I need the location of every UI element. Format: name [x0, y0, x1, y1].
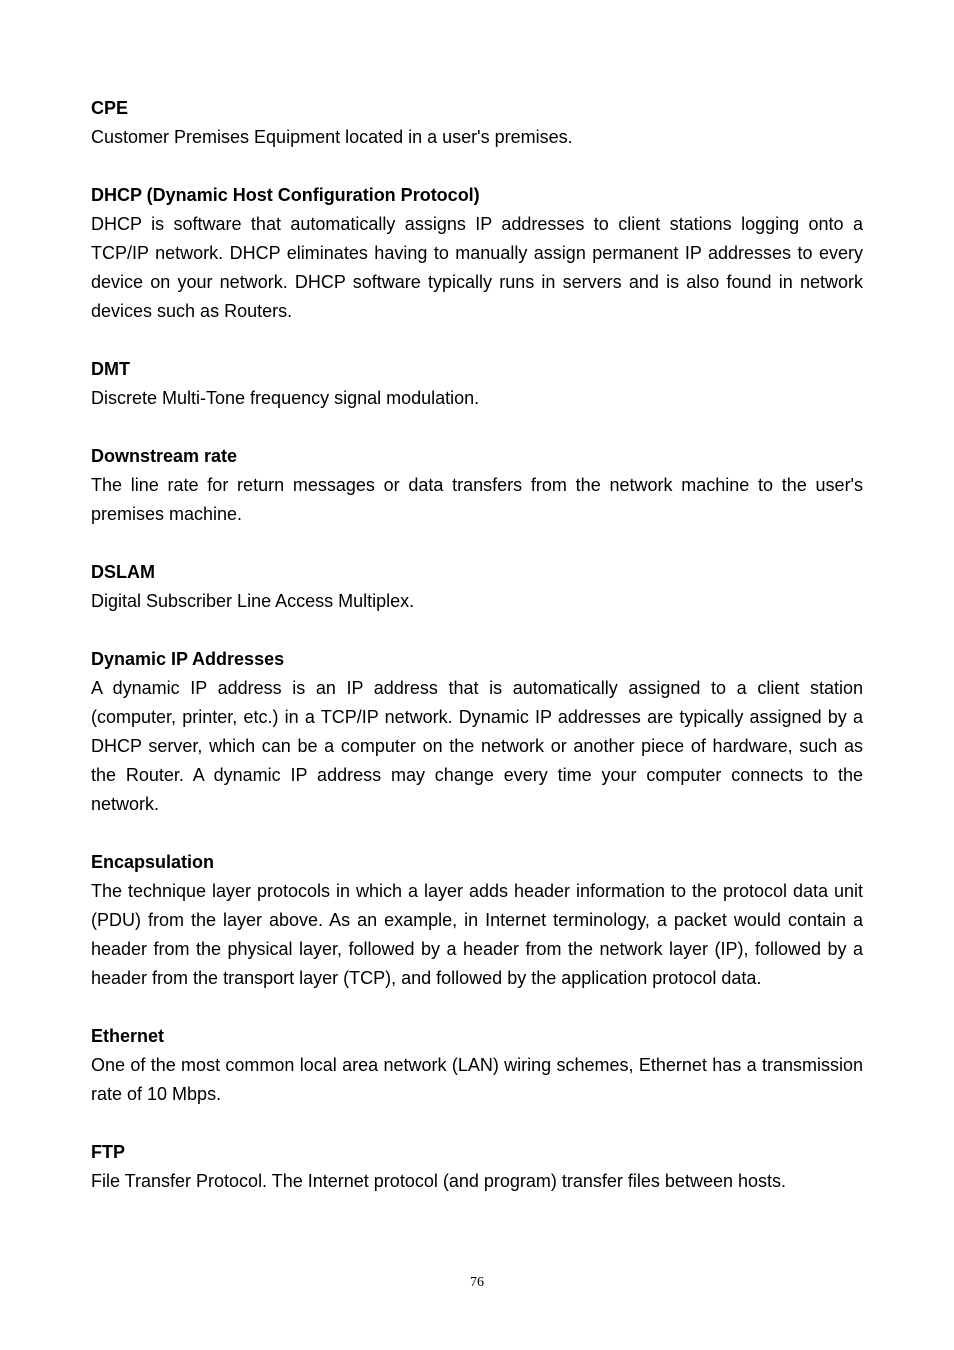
glossary-entry-dhcp [91, 181, 863, 326]
glossary-term: Downstream rate [91, 446, 238, 466]
glossary-term: Ethernet [91, 1026, 165, 1046]
glossary-definition: File Transfer Protocol. The Internet protocol (and program) transfer files between hosts. [91, 1171, 786, 1191]
glossary-definition: Customer Premises Equipment located in a user's premises. [91, 127, 573, 147]
glossary-entry-cpe [91, 94, 863, 152]
glossary-entry-ethernet [91, 1022, 863, 1109]
page-number: 76 [470, 1275, 484, 1290]
glossary-definition: DHCP is software that automatically assigns IP addresses to client stations logging onto a TCP/IP network. DHCP eliminates having to manually assign permanent IP addresses to every device on your network. DHCP software typically runs in servers and is also found in network devices such as Routers. [91, 214, 863, 321]
glossary-definition: Discrete Multi-Tone frequency signal modulation. [91, 388, 480, 408]
glossary-definition: The technique layer protocols in which a layer adds header information to the protocol data unit (PDU) from the layer above. As an example, in Internet terminology, a packet would contain a header from the physical layer, followed by a header from the network layer (IP), followed by a header from the transport layer (TCP), and followed by the application protocol data. [91, 881, 863, 988]
glossary-term: DHCP (Dynamic Host Configuration Protocol) [91, 185, 480, 205]
glossary-definition: Digital Subscriber Line Access Multiplex. [91, 591, 415, 611]
glossary-term: DSLAM [91, 562, 155, 582]
glossary-page [91, 94, 863, 1225]
glossary-entry-encapsulation [91, 848, 863, 993]
glossary-definition: A dynamic IP address is an IP address that is automatically assigned to a client station (computer, printer, etc.) in a TCP/IP network. Dynamic IP addresses are typically assigned by a DHCP server, which can be a computer on the network or another piece of hardware, such as the Router. A dynamic IP address may change every time your computer connects to the network. [91, 678, 863, 814]
glossary-term: FTP [91, 1142, 125, 1162]
glossary-entry-dmt [91, 355, 863, 413]
glossary-entry-dslam [91, 558, 863, 616]
glossary-definition: One of the most common local area network (LAN) wiring schemes, Ethernet has a transmission rate of 10 Mbps. [91, 1055, 863, 1104]
glossary-definition: The line rate for return messages or data transfers from the network machine to the user's premises machine. [91, 475, 863, 524]
glossary-term: CPE [91, 98, 129, 118]
glossary-entry-downstream-rate [91, 442, 863, 529]
glossary-entry-dynamic-ip-addresses [91, 645, 863, 819]
glossary-term: Dynamic IP Addresses [91, 649, 285, 669]
glossary-term: DMT [91, 359, 130, 379]
glossary-entry-ftp [91, 1138, 863, 1196]
glossary-term: Encapsulation [91, 852, 215, 872]
